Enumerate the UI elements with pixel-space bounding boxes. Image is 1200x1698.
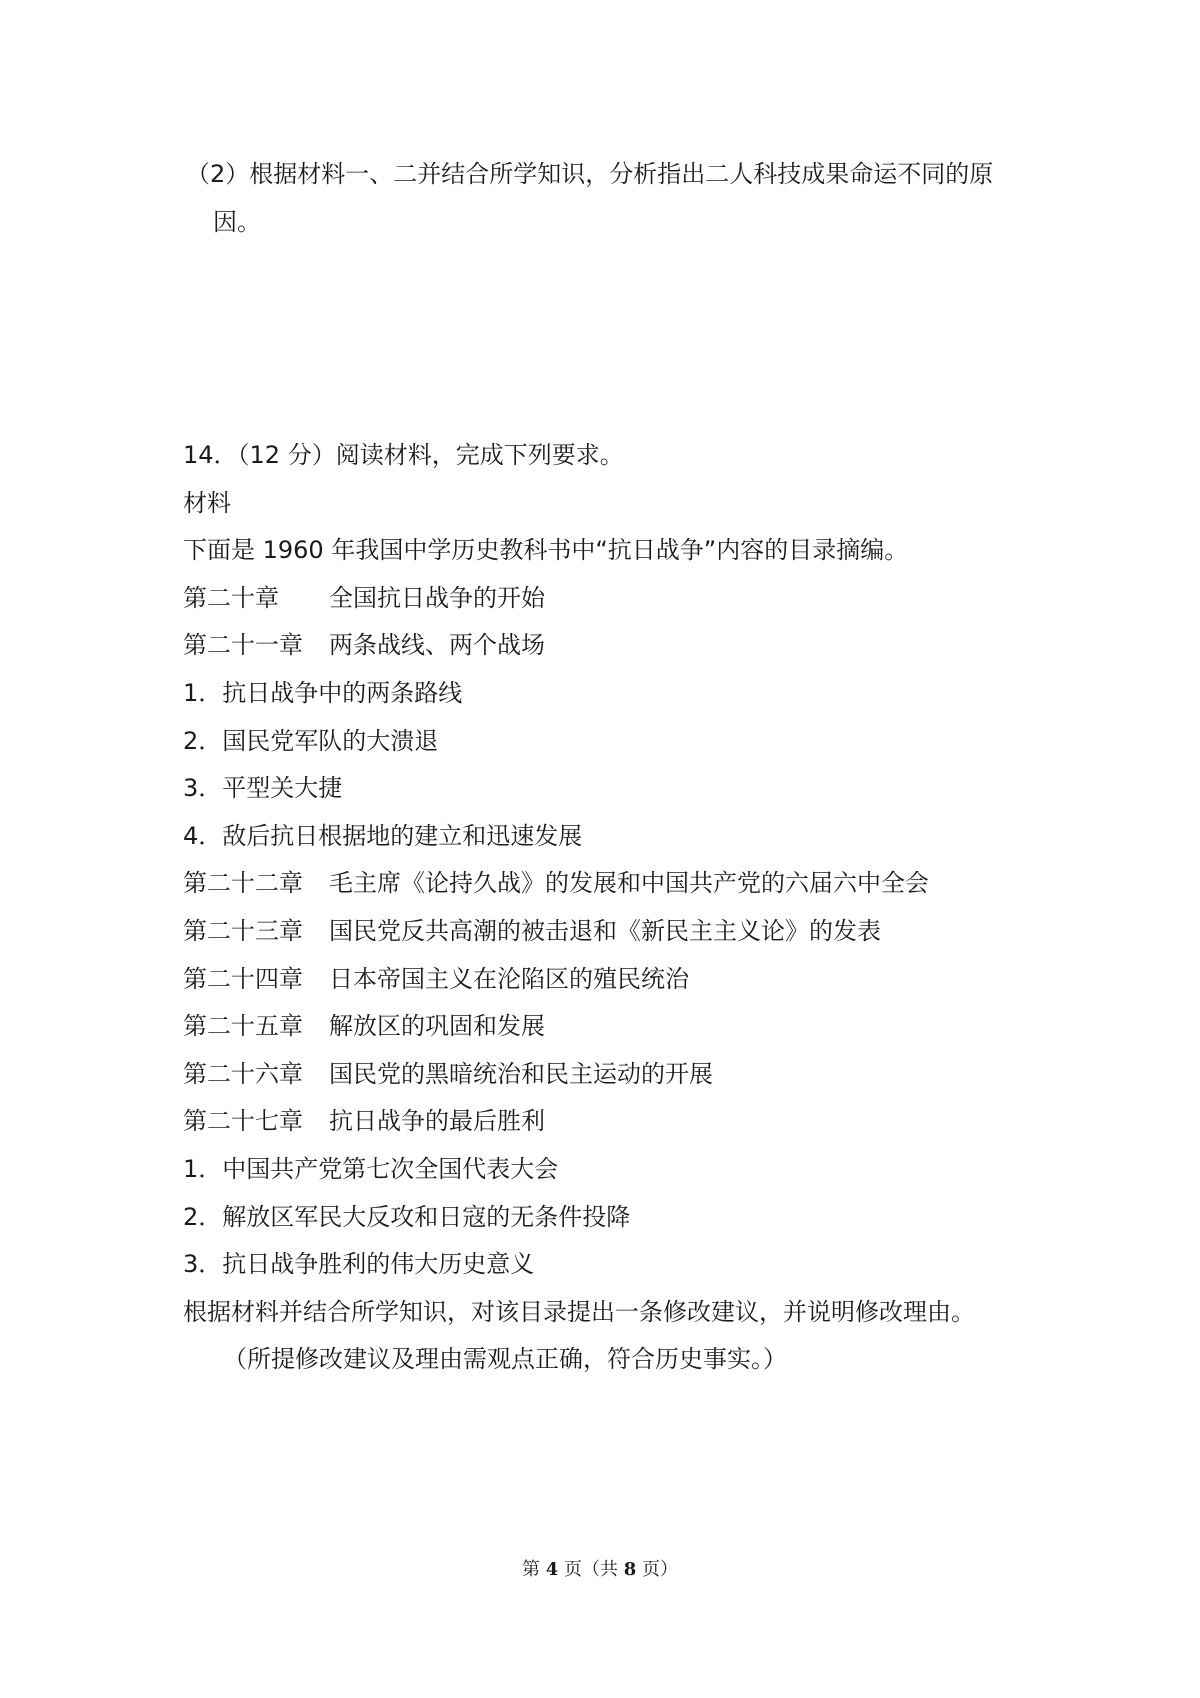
toc-section: 3．抗日战争胜利的伟大历史意义 [183,1250,535,1279]
question-14-header: 14．（12 分）阅读材料，完成下列要求。 [183,441,624,469]
question-14-note: （所提修改建议及理由需观点正确，符合历史事实。） [223,1345,787,1374]
toc-chapter [183,1051,1063,1099]
toc-chapter [183,1003,1063,1051]
question-2-line-1: （2）根据材料一、二并结合所学知识，分析指出二人科技成果命运不同的原 [186,160,994,188]
toc-chapter [183,860,1063,908]
toc-chapter-title: 毛主席《论持久战》的发展和中国共产党的六届六中全会 [329,869,929,898]
question-14-task: 根据材料并结合所学知识，对该目录提出一条修改建议，并说明修改理由。 [183,1297,975,1326]
footer-middle: 页（共 [564,1559,618,1580]
toc-chapter-title: 日本帝国主义在沦陷区的殖民统治 [329,964,689,993]
material-label: 材料 [183,488,231,517]
toc-section: 4．敌后抗日根据地的建立和迅速发展 [183,821,583,850]
toc-chapter [183,622,1063,670]
toc-chapter [183,575,1063,623]
toc-section: 2．解放区军民大反攻和日寇的无条件投降 [183,1202,631,1231]
toc-chapter-title: 国民党反共高潮的被击退和《新民主主义论》的发表 [329,916,881,945]
footer-prefix: 第 [522,1559,540,1580]
footer-total-pages: 8 [623,1559,637,1580]
toc-chapter-title: 抗日战争的最后胜利 [329,1107,545,1136]
toc-chapter-number: 第二十四章 [183,964,303,993]
question-2 [186,150,1046,246]
material-intro: 下面是 1960 年我国中学历史教科书中“抗日战争”内容的目录摘编。 [183,536,909,565]
toc-chapter [183,908,1063,956]
toc-chapter-title: 全国抗日战争的开始 [329,583,545,612]
toc-chapter-number: 第二十一章 [183,631,303,660]
toc-chapter-number: 第二十五章 [183,1012,303,1041]
toc-section: 1．抗日战争中的两条路线 [183,678,463,707]
toc-chapter-number: 第二十章 [183,583,279,612]
page-footer [0,1558,1200,1582]
toc-chapter-number: 第二十七章 [183,1107,303,1136]
toc-chapter-number: 第二十二章 [183,869,303,898]
footer-suffix: 页） [642,1559,678,1580]
toc-section: 3．平型关大捷 [183,774,343,803]
toc-chapter-title: 国民党的黑暗统治和民主运动的开展 [329,1059,713,1088]
question-2-line-2: 因。 [213,208,261,236]
toc-chapter-title: 解放区的巩固和发展 [329,1012,545,1041]
toc-chapter-title: 两条战线、两个战场 [329,631,545,660]
toc-section: 2．国民党军队的大溃退 [183,726,439,755]
toc-chapter [183,956,1063,1004]
toc-section: 1．中国共产党第七次全国代表大会 [183,1154,559,1183]
toc-chapter-number: 第二十六章 [183,1059,303,1088]
footer-page-number: 4 [545,1559,559,1580]
toc-chapter-number: 第二十三章 [183,916,303,945]
toc-chapter [183,1098,1063,1146]
question-14 [183,432,1063,1384]
